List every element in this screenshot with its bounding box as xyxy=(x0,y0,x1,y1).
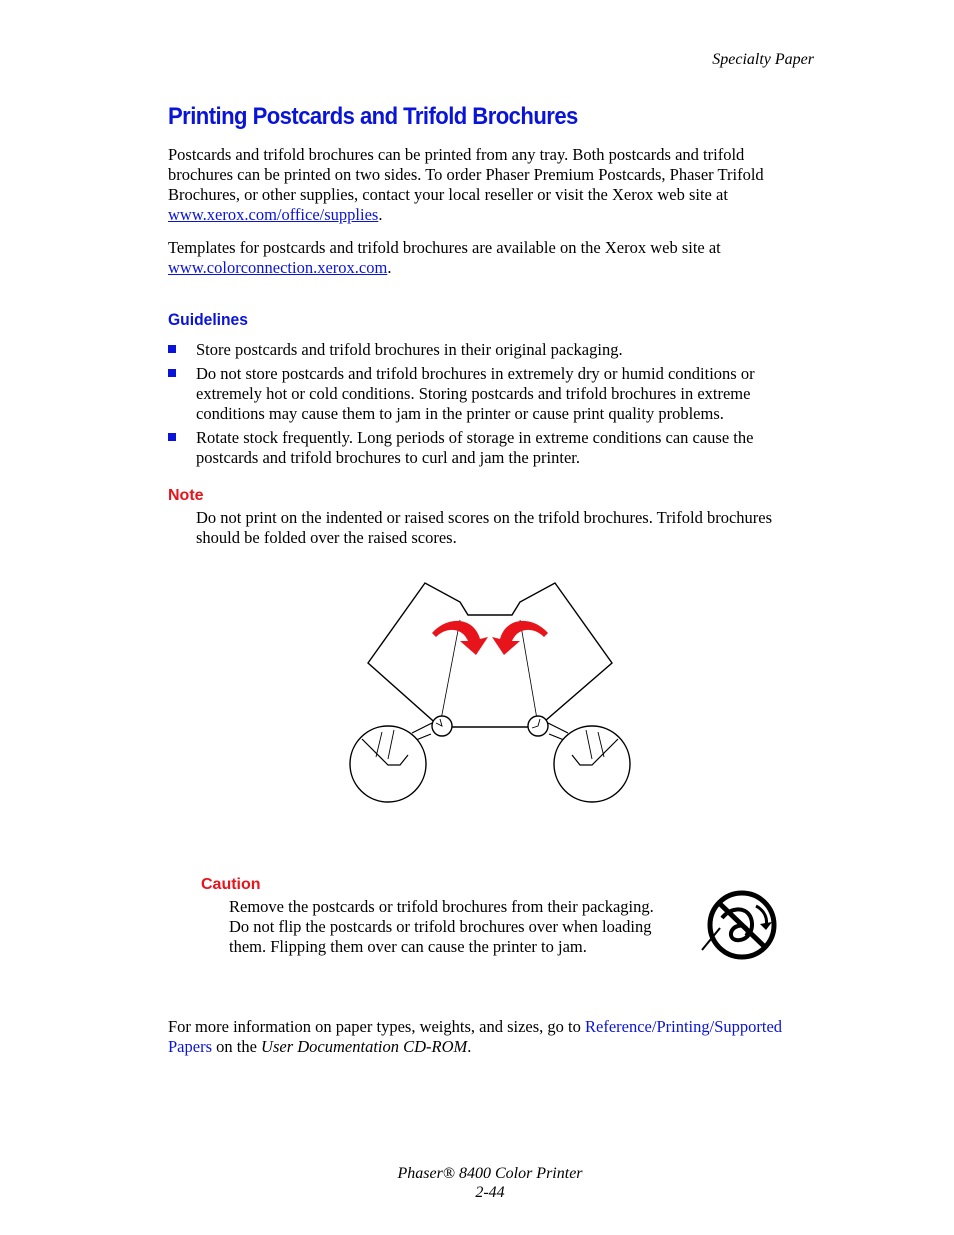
guideline-text: Do not store postcards and trifold brochures in extremely dry or humid conditions or extremely hot or cold conditions. Storing postcards and trifold brochures in extreme conditions may cause them to jam in the printer or cause print quality problems. xyxy=(196,364,755,423)
templates-text: Templates for postcards and trifold brochures are available on the Xerox web site at xyxy=(168,238,721,257)
more-info-paragraph xyxy=(168,1017,808,1057)
page-footer xyxy=(380,1164,600,1202)
caution-text: Remove the postcards or trifold brochures from their packaging. Do not flip the postcards or trifold brochures over when loading them. Flipping them over can cause the printer to jam. xyxy=(229,897,654,956)
bullet-square-icon xyxy=(168,345,176,353)
guideline-item xyxy=(168,340,808,360)
bullet-square-icon xyxy=(168,433,176,441)
guideline-item xyxy=(168,364,808,424)
more-info-prefix: For more information on paper types, weights, and sizes, go to xyxy=(168,1017,586,1036)
intro-end: . xyxy=(378,205,383,224)
templates-end: . xyxy=(387,258,392,277)
guideline-text: Store postcards and trifold brochures in their original packaging. xyxy=(196,340,623,359)
bullet-square-icon xyxy=(168,369,176,377)
guideline-item xyxy=(168,428,808,468)
doc-title: User Documentation CD-ROM xyxy=(261,1037,468,1056)
supported-papers-link[interactable]: Reference/Printing/Supported Papers xyxy=(168,1017,783,1056)
page-title: Printing Postcards and Trifold Brochures xyxy=(168,103,578,130)
supplies-link[interactable]: www.xerox.com/office/supplies xyxy=(168,205,379,224)
note-text: Do not print on the indented or raised scores on the trifold brochures. Trifold brochures should be folded over the raised scores. xyxy=(196,508,773,547)
more-info-end: . xyxy=(467,1037,472,1056)
running-header: Specialty Paper xyxy=(712,51,814,68)
intro-paragraph xyxy=(168,145,808,225)
trifold-brochure-fold-diagram xyxy=(340,575,640,810)
note-label: Note xyxy=(168,487,204,504)
caution-label: Caution xyxy=(201,876,261,893)
colorconnection-link[interactable]: www.colorconnection.xerox.com xyxy=(168,258,388,277)
intro-text: Postcards and trifold brochures can be printed from any tray. Both postcards and trifold brochures can be printed on two sides. To order Phaser Premium Postcards, Phaser Trifold Brochures, or other supplies, contact your local reseller or visit the Xerox web site at xyxy=(168,145,764,204)
footer-page-number: 2-44 xyxy=(475,1184,505,1201)
guidelines-heading: Guidelines xyxy=(168,310,248,329)
guideline-text: Rotate stock frequently. Long periods of storage in extreme conditions can cause the postcards and trifold brochures to curl and jam the printer. xyxy=(196,428,754,467)
templates-paragraph xyxy=(168,238,808,278)
more-info-middle: on the xyxy=(212,1037,262,1056)
no-flip-icon xyxy=(700,888,790,963)
footer-product: Phaser® 8400 Color Printer xyxy=(397,1165,583,1182)
